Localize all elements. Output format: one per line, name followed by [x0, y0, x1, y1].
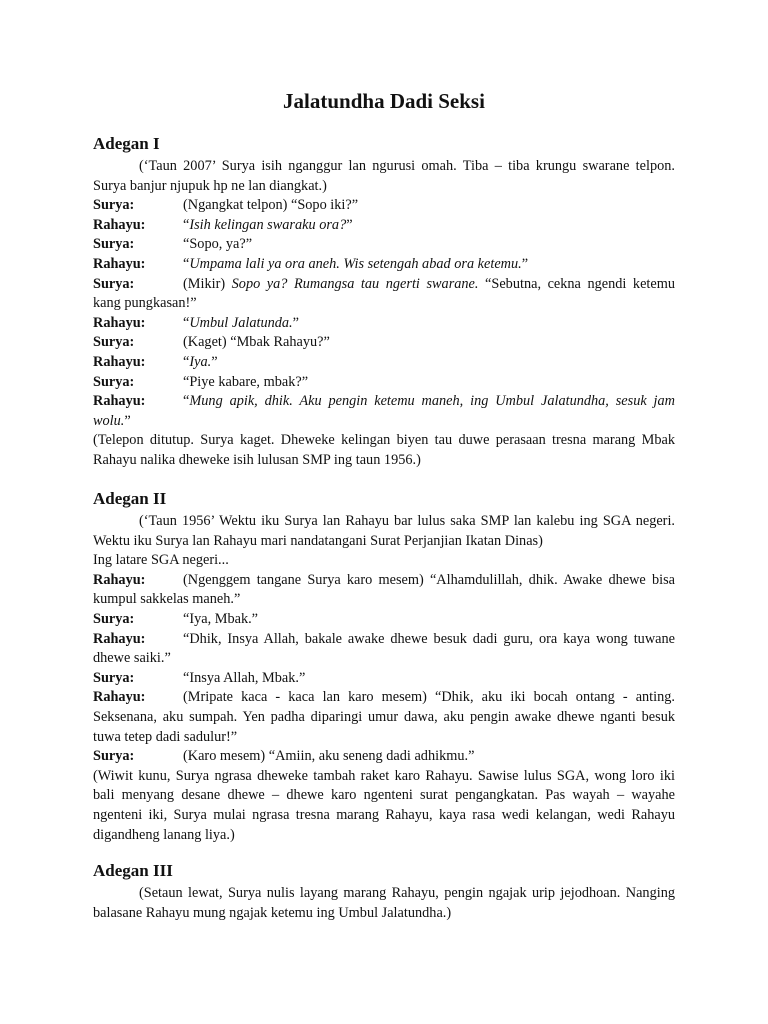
dialogue-text-italic: Mung apik, dhik. Aku pengin ketemu maneh, ing Umbul Jalatundha, sesuk jam wolu. [93, 393, 675, 429]
dialogue-text-italic: Sopo ya? Rumangsa tau ngerti swarane. [231, 275, 479, 292]
scene-2-body [93, 512, 675, 845]
dialogue-line [93, 314, 675, 334]
scene-1-outro: (Telepon ditutup. Surya kaget. Dheweke kelingan biyen tau duwe perasaan tresna marang Mbak Rahayu nalika dheweke isih lulusan SMP ing taun 1956.) [93, 432, 675, 468]
dialogue-text: (Karo mesem) “Amiin, aku seneng dadi adhikmu.” [183, 748, 475, 765]
dialogue-text: “ [183, 216, 190, 233]
dialogue-text-end: ” [292, 314, 299, 331]
dialogue-text: “ [183, 353, 190, 370]
scene-1-intro: (‘Taun 2007’ Surya isih nganggur lan ngurusi omah. Tiba – tiba krungu swarane telpon. Surya banjur njupuk hp ne lan diangkat.) [93, 158, 675, 194]
dialogue-line [93, 275, 675, 314]
dialogue-text-italic: Umbul Jalatunda. [189, 314, 293, 331]
dialogue-text: “ [183, 314, 190, 331]
dialogue-line [93, 688, 675, 747]
dialogue-line [93, 373, 675, 393]
dialogue-line [93, 216, 675, 236]
speaker-label: Rahayu: [93, 630, 146, 647]
speaker-label: Rahayu: [93, 216, 146, 233]
speaker-label: Rahayu: [93, 255, 146, 272]
dialogue-line [93, 747, 675, 767]
dialogue-text-end: ” [521, 255, 529, 272]
scene-2-outro: (Wiwit kunu, Surya ngrasa dheweke tambah raket karo Rahayu. Sawise lulus SGA, wong loro iki bali menyang desane dhewe – dhewe karo ngenteni surat pengangkatan. Pas wayah – wayahe ngenteni iki, Surya mulai ngrasa tresna marang Rahayu, kaya rasa wedi kelangan, wedi Rahayu digandheng lanang liya.) [93, 767, 675, 843]
speaker-label: Surya: [93, 610, 135, 627]
speaker-label: Rahayu: [93, 353, 146, 370]
dialogue-text-italic: Iya. [189, 353, 212, 370]
scene-2-heading: Adegan II [93, 489, 167, 508]
speaker-label: Surya: [93, 373, 135, 390]
dialogue-line [93, 571, 675, 610]
speaker-label: Surya: [93, 334, 135, 351]
dialogue-text: (Mikir) [183, 275, 232, 292]
dialogue-text: “Insya Allah, Mbak.” [183, 669, 306, 686]
scene-2-dialogue [93, 571, 675, 767]
dialogue-text: (Kaget) “Mbak Rahayu?” [183, 334, 330, 351]
dialogue-line [93, 353, 675, 373]
dialogue-text: (Ngangkat telpon) “Sopo iki?” [183, 197, 359, 214]
dialogue-text: “ [183, 393, 190, 410]
dialogue-line [93, 392, 675, 431]
dialogue-line [93, 196, 675, 216]
dialogue-text-italic: Isih kelingan swaraku ora? [189, 216, 347, 233]
dialogue-text: “Sopo, ya?” [183, 236, 253, 253]
speaker-label: Surya: [93, 669, 135, 686]
dialogue-line [93, 235, 675, 255]
scene-1-heading: Adegan I [93, 134, 160, 153]
speaker-label: Rahayu: [93, 689, 146, 706]
dialogue-text: “ [183, 255, 190, 272]
dialogue-text-end: ” [211, 353, 218, 370]
dialogue-text-end: “Sebutna, cekna ngendi ketemu kang pungkasan!” [93, 275, 676, 312]
speaker-label: Rahayu: [93, 571, 146, 588]
dialogue-line [93, 255, 675, 275]
dialogue-text: (Mripate kaca - kaca lan karo mesem) “Dhik, aku iki bocah ontang - anting. Seksenana, aku sumpah. Yen padha diparingi umur dawa, aku pengin awake dhewe nganti besuk tuwa tetep dadi sadulur!” [93, 689, 675, 745]
speaker-label: Surya: [93, 275, 135, 292]
scene-2-intro: (‘Taun 1956’ Wektu iku Surya lan Rahayu bar lulus saka SMP lan kalebu ing SGA negeri. Wektu iku Surya lan Rahayu mari nandatangani Surat Perjanjian Ikatan Dinas) [93, 513, 675, 549]
speaker-label: Rahayu: [93, 393, 146, 410]
dialogue-text-italic: Umpama lali ya ora aneh. Wis setengah abad ora ketemu. [189, 255, 522, 272]
speaker-label: Rahayu: [93, 314, 146, 331]
dialogue-line [93, 630, 675, 669]
scene-1-dialogue [93, 196, 675, 431]
dialogue-text-end: ” [346, 216, 353, 233]
dialogue-line [93, 669, 675, 689]
scene-1-body [93, 157, 675, 471]
scene-3-body [93, 884, 675, 923]
speaker-label: Surya: [93, 197, 135, 214]
scene-2-setting: Ing latare SGA negeri... [93, 552, 229, 569]
dialogue-text: “Dhik, Insya Allah, bakale awake dhewe besuk dadi guru, ora kaya wong tuwane dhewe saiki.” [93, 630, 675, 667]
dialogue-line [93, 333, 675, 353]
scene-3-heading: Adegan III [93, 861, 173, 880]
dialogue-text: “Iya, Mbak.” [183, 610, 259, 627]
scene-3-intro: (Setaun lewat, Surya nulis layang marang Rahayu, pengin ngajak urip jejodhoan. Nanging balasane Rahayu mung ngajak ketemu ing Umbul Jalatundha.) [93, 885, 675, 921]
dialogue-text-end: ” [124, 412, 131, 429]
speaker-label: Surya: [93, 236, 135, 253]
dialogue-text: “Piye kabare, mbak?” [183, 373, 309, 390]
document-title: Jalatundha Dadi Seksi [283, 89, 485, 113]
dialogue-line [93, 610, 675, 630]
speaker-label: Surya: [93, 748, 135, 765]
dialogue-text: (Ngenggem tangane Surya karo mesem) “Alhamdulillah, dhik. Awake dhewe bisa kumpul sakkelas maneh.” [93, 571, 675, 608]
